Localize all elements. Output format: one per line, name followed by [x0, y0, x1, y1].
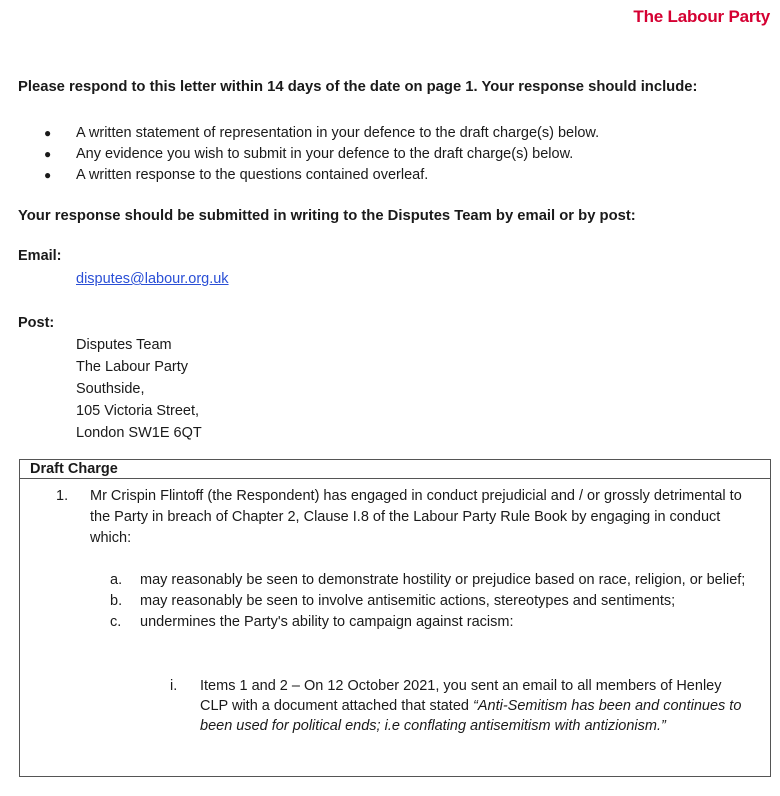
charge-number: 1.: [56, 488, 69, 504]
bullet-icon: ●: [44, 126, 52, 140]
subitem: [110, 612, 750, 632]
email-label: Email:: [18, 248, 62, 264]
bullet-icon: ●: [44, 147, 52, 161]
list-item: [44, 144, 599, 165]
charge-text: Mr Crispin Flintoff (the Respondent) has engaged in conduct prejudicial and / or grossly detrimental to the Party in breach of Chapter 2, Clause I.8 of the Labour Party Rule Book by engaging in conduct which:: [90, 488, 742, 546]
roman-text-lead: Items 1 and 2 – On 12 October 2021, you sent an email to all members of Henley CLP with a document attached that stated: [200, 678, 722, 714]
subitem-letter: a.: [110, 572, 123, 588]
subitem: [110, 591, 750, 611]
charge-item-1: [56, 486, 756, 549]
subitem-letter: c.: [110, 614, 122, 630]
draft-charge-box: [19, 459, 771, 777]
bullet-icon: ●: [44, 168, 52, 182]
roman-subitem: [170, 676, 750, 736]
list-item-text: Any evidence you wish to submit in your defence to the draft charge(s) below.: [76, 146, 574, 162]
response-requirements-list: [44, 123, 599, 186]
list-item: [44, 165, 599, 186]
list-item-text: A written statement of representation in your defence to the draft charge(s) below.: [76, 125, 600, 141]
submission-instruction: Your response should be submitted in writing to the Disputes Team by email or by post:: [18, 208, 636, 224]
address-line: Southside,: [76, 381, 145, 397]
postal-address: [76, 334, 202, 444]
subitem-text: may reasonably be seen to demonstrate hostility or prejudice based on race, religion, or belief;: [140, 572, 746, 588]
subitem-text: undermines the Party's ability to campaign against racism:: [140, 614, 514, 630]
address-line: 105 Victoria Street,: [76, 403, 200, 419]
charge-subitems: [110, 570, 750, 633]
disputes-email-link[interactable]: disputes@labour.org.uk: [76, 271, 229, 287]
roman-numeral: i.: [170, 678, 178, 694]
quoted-statement: “Anti-Semitism has been and continues to been used for political ends; i.e conflating antisemitism with antizionism.”: [200, 698, 742, 734]
address-line: Disputes Team: [76, 337, 172, 353]
roman-text: [200, 676, 750, 736]
address-line: The Labour Party: [76, 359, 189, 375]
post-label: Post:: [18, 315, 55, 331]
labour-party-logo: The Labour Party: [633, 7, 770, 26]
address-line: London SW1E 6QT: [76, 425, 202, 441]
intro-instruction: Please respond to this letter within 14 days of the date on page 1. Your response should include:: [18, 79, 698, 95]
subitem: [110, 570, 750, 590]
list-item: [44, 123, 599, 144]
list-item-text: A written response to the questions contained overleaf.: [76, 167, 429, 183]
subitem-letter: b.: [110, 593, 123, 609]
draft-charge-heading: Draft Charge: [20, 460, 770, 479]
subitem-text: may reasonably be seen to involve antisemitic actions, stereotypes and sentiments;: [140, 593, 676, 609]
